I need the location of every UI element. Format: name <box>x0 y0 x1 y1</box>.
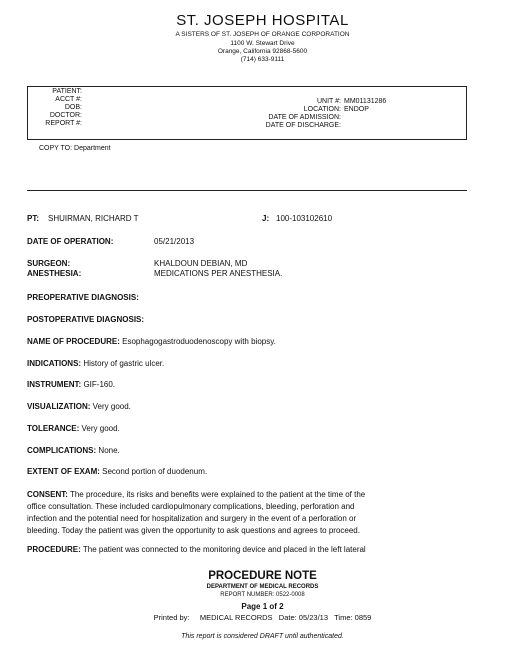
visualization-row <box>27 402 131 412</box>
hospital-phone: (714) 633-9111 <box>240 56 285 63</box>
hospital-org: A SISTERS OF ST. JOSEPH OF ORANGE CORPORATION <box>175 31 350 38</box>
hospital-street: 1100 W. Stewart Drive <box>230 40 295 47</box>
dob-label: DOB: <box>64 104 82 111</box>
footer-title: PROCEDURE NOTE <box>208 570 317 582</box>
visualization-label: VISUALIZATION: <box>27 402 91 411</box>
footer-draft-note: This report is considered DRAFT until authenticated. <box>181 633 344 640</box>
discharge-label: DATE OF DISCHARGE: <box>265 122 341 129</box>
complications-label: COMPLICATIONS: <box>27 446 97 455</box>
procedure-name-value: Esophagogastroduodenoscopy with biopsy. <box>122 337 276 346</box>
unit-value: MM01131286 <box>344 98 387 105</box>
location-label: LOCATION: <box>303 106 341 113</box>
visualization-value: Very good. <box>92 402 131 411</box>
procedure-label: PROCEDURE: <box>27 545 81 554</box>
footer-page: Page 1 of 2 <box>241 602 284 611</box>
procedure-row <box>27 545 366 555</box>
tolerance-value: Very good. <box>81 424 120 433</box>
consent-line: The procedure, its risks and benefits were explained to the patient at the time of the <box>69 490 366 499</box>
j-value: 100-103102610 <box>276 214 333 223</box>
complications-row <box>27 446 120 456</box>
tolerance-label: TOLERANCE: <box>27 424 80 433</box>
extent-value: Second portion of duodenum. <box>102 467 208 476</box>
extent-label: EXTENT OF EXAM: <box>27 467 100 476</box>
anesthesia-label: ANESTHESIA: <box>27 269 82 278</box>
surgeon-label: SURGEON: <box>27 259 71 268</box>
tolerance-row <box>27 424 120 434</box>
hospital-city: Orange, California 92868-5600 <box>217 48 308 55</box>
date-op-value: 05/21/2013 <box>154 237 195 246</box>
footer-report-number: REPORT NUMBER: 0522-0008 <box>220 592 305 598</box>
complications-value: None. <box>98 446 120 455</box>
anesthesia-value: MEDICATIONS PER ANESTHESIA. <box>154 269 283 278</box>
instrument-value: GIF-160. <box>83 380 116 389</box>
procedure-name-label: NAME OF PROCEDURE: <box>27 337 120 346</box>
doctor-label: DOCTOR: <box>49 112 82 119</box>
report-label: REPORT #: <box>45 120 82 127</box>
consent-line: bleeding. Today the patient was given the opportunity to ask questions and agrees to proceed. <box>27 526 360 535</box>
footer-dept: DEPARTMENT OF MEDICAL RECORDS <box>206 584 319 590</box>
location-value: ENDOP <box>344 106 369 113</box>
unit-label: UNIT #: <box>317 98 341 105</box>
copy-to: COPY TO: Department <box>39 145 111 152</box>
indications-row <box>27 359 164 369</box>
instrument-label: INSTRUMENT: <box>27 380 82 389</box>
consent-line: infection and the potential need for hospitalization and surgery in the event of a perforation or <box>27 514 357 523</box>
date-op-label: DATE OF OPERATION: <box>27 237 114 246</box>
consent-label: CONSENT: <box>27 490 68 499</box>
indications-value: History of gastric ulcer. <box>83 359 165 368</box>
surgeon-value: KHALDOUN DEBIAN, MD <box>154 259 248 268</box>
pt-value: SHUIRMAN, RICHARD T <box>48 214 139 223</box>
pt-label: PT: <box>27 214 39 223</box>
extent-row <box>27 467 207 477</box>
footer-printed-by: Printed by: MEDICAL RECORDS Date: 05/23/13 Time: 0859 <box>153 613 372 622</box>
hospital-name: ST. JOSEPH HOSPITAL <box>176 12 349 29</box>
indications-label: INDICATIONS: <box>27 359 82 368</box>
procedure-name-row <box>27 337 276 347</box>
j-label: J: <box>262 214 270 223</box>
postop-label: POSTOPERATIVE DIAGNOSIS: <box>27 315 145 324</box>
patient-label: PATIENT: <box>52 88 82 95</box>
procedure-value: The patient was connected to the monitoring device and placed in the left lateral <box>82 545 366 554</box>
preop-label: PREOPERATIVE DIAGNOSIS: <box>27 293 139 302</box>
patient-info-box <box>27 86 467 140</box>
consent-paragraph <box>27 489 457 537</box>
acct-label: ACCT #: <box>55 96 82 103</box>
admission-label: DATE OF ADMISSION: <box>268 114 341 121</box>
divider <box>27 190 467 191</box>
instrument-row <box>27 380 115 390</box>
consent-line: office consultation. These included cardiopulmonary complications, bleeding, perforation and <box>27 502 355 511</box>
